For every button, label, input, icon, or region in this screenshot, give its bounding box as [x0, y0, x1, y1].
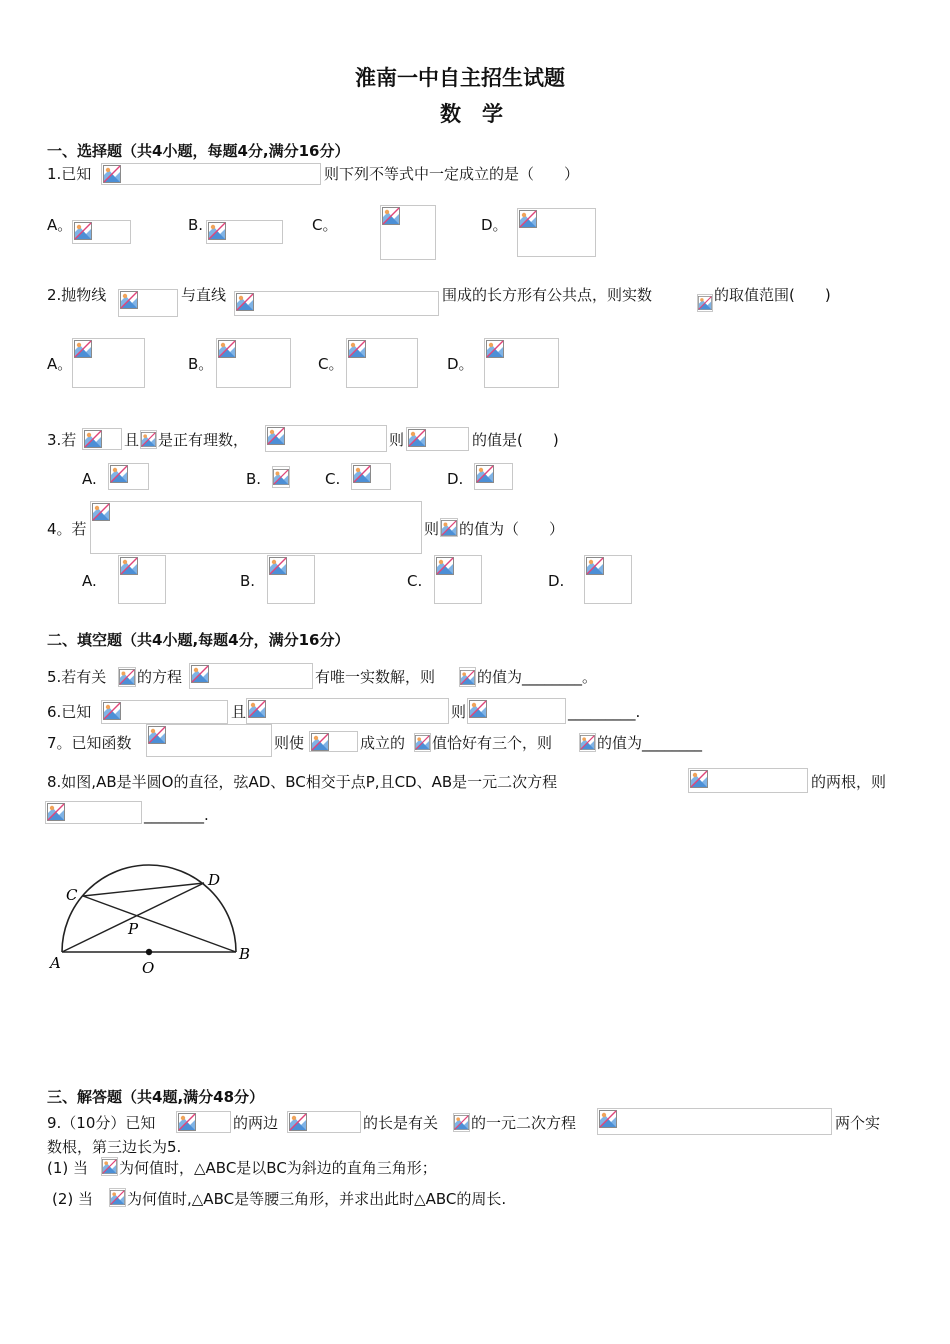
broken-image-icon	[218, 340, 236, 358]
broken-image-icon	[486, 340, 504, 358]
broken-image-icon	[74, 340, 92, 358]
broken-image-icon	[690, 770, 708, 788]
q9-formula-image-2	[287, 1111, 361, 1133]
q6-formula-image-3	[467, 698, 566, 724]
q2-stem-c: 围成的长方形有公共点，则实数	[442, 286, 653, 304]
broken-image-icon	[120, 291, 138, 309]
broken-image-icon	[311, 733, 329, 751]
q4-option-d-image	[584, 555, 632, 604]
q3-stem-a: 3.若	[47, 431, 77, 449]
q7-variable-image-2	[579, 733, 596, 752]
broken-image-icon	[141, 432, 156, 447]
q1-option-a-label: A。	[47, 216, 73, 234]
q2-option-b-image	[216, 338, 291, 388]
broken-image-icon	[599, 1110, 617, 1128]
broken-image-icon	[476, 465, 494, 483]
q2-formula-image-1	[118, 289, 178, 317]
q4-stem-b: 则	[424, 520, 440, 538]
q9-text-f: 数根，第三边长为5.	[47, 1138, 182, 1156]
q2-option-c-label: C。	[318, 355, 344, 373]
chord-ad	[62, 883, 204, 952]
q3-option-b-label: B.	[246, 470, 262, 488]
q1-formula-image	[101, 163, 321, 185]
broken-image-icon	[454, 1115, 469, 1130]
broken-image-icon	[382, 207, 400, 225]
broken-image-icon	[236, 293, 254, 311]
q7-variable-image-1	[414, 733, 431, 752]
q2-option-a-image	[72, 338, 145, 388]
label-c: C	[66, 886, 78, 904]
q4-option-d-label: D.	[548, 572, 565, 590]
q5-variable-image-1	[118, 667, 136, 687]
q4-option-a-image	[118, 555, 166, 604]
q4-option-a-label: A.	[82, 572, 97, 590]
q1-option-a-image	[72, 220, 131, 244]
label-d: D	[208, 871, 221, 889]
q5-text-c: 有唯一实数解，则	[315, 668, 436, 686]
broken-image-icon	[84, 430, 102, 448]
q6-text-c: 则	[451, 703, 467, 721]
q2-option-a-label: A。	[47, 355, 73, 373]
q3-option-b-image	[272, 466, 290, 488]
chord-cd	[83, 883, 204, 896]
q4-stem-c: 的值为（ ）	[459, 520, 565, 538]
q7-text-b: 则使	[274, 734, 305, 752]
label-p: P	[128, 920, 139, 938]
q9-part1-b: 为何值时，△ABC是以BC为斜边的直角三角形；	[119, 1159, 437, 1177]
broken-image-icon	[208, 222, 226, 240]
q7-text-c: 成立的	[360, 734, 406, 752]
q3-stem-c: 是正有理数，	[158, 431, 249, 449]
q9-formula-image-3	[597, 1108, 832, 1135]
broken-image-icon	[698, 296, 712, 310]
q4-option-b-label: B.	[240, 572, 256, 590]
label-b: B	[239, 945, 251, 963]
q2-stem-b: 与直线	[181, 286, 227, 304]
q2-stem-a: 2.抛物线	[47, 286, 107, 304]
broken-image-icon	[110, 465, 128, 483]
q8-text-c: ________.	[144, 806, 209, 824]
q4-option-c-label: C.	[407, 572, 423, 590]
q7-text-d: 值恰好有三个，则	[432, 734, 553, 752]
q5-text-d: 的值为________。	[477, 668, 598, 686]
broken-image-icon	[248, 700, 266, 718]
q3-option-c-image	[351, 463, 391, 490]
q1-option-d-image	[517, 208, 596, 257]
q6-formula-image-2	[246, 698, 449, 724]
q7-formula-image-2	[309, 731, 358, 752]
broken-image-icon	[191, 665, 209, 683]
q6-text-a: 6.已知	[47, 703, 92, 721]
q1-option-b-image	[206, 220, 283, 244]
q3-formula-image-1	[82, 428, 122, 450]
q2-option-b-label: B。	[188, 355, 214, 373]
q2-stem-d: 的取值范围( )	[714, 286, 831, 304]
q8-text-a: 8.如图,AB是半圆O的直径，弦AD、BC相交于点P,且CD、AB是一元二次方程	[47, 773, 558, 791]
q9-part1-variable-image	[101, 1157, 118, 1176]
broken-image-icon	[103, 702, 121, 720]
broken-image-icon	[348, 340, 366, 358]
q9-text-b: 的两边	[233, 1114, 279, 1132]
q4-stem-a: 4。若	[47, 520, 87, 538]
q2-option-c-image	[346, 338, 418, 388]
broken-image-icon	[415, 735, 430, 750]
q1-option-c-image	[380, 205, 436, 260]
q3-formula-image-2	[265, 425, 387, 452]
broken-image-icon	[110, 1190, 125, 1205]
q9-text-c: 的长是有关	[363, 1114, 439, 1132]
broken-image-icon	[586, 557, 604, 575]
q7-text-a: 7。已知函数	[47, 734, 132, 752]
q9-variable-image	[453, 1113, 470, 1132]
q9-part2-a: (2) 当	[52, 1190, 94, 1208]
q2-option-d-image	[484, 338, 559, 388]
broken-image-icon	[469, 700, 487, 718]
q1-stem-b: 则下列不等式中一定成立的是（ ）	[324, 165, 580, 183]
center-point-o	[146, 949, 152, 955]
exam-title: 淮南一中自主招生试题	[355, 66, 565, 90]
broken-image-icon	[92, 503, 110, 521]
label-a: A	[50, 954, 61, 972]
broken-image-icon	[519, 210, 537, 228]
q7-text-e: 的值为________	[597, 734, 703, 752]
q8-formula-image-1	[688, 768, 808, 793]
q3-formula-image-3	[406, 427, 469, 451]
broken-image-icon	[47, 803, 65, 821]
q5-text-a: 5.若有关	[47, 668, 107, 686]
q2-variable-image	[697, 294, 713, 312]
broken-image-icon	[267, 427, 285, 445]
q5-formula-image	[189, 663, 313, 689]
q6-text-b: 且	[231, 703, 247, 721]
q6-formula-image-1	[101, 700, 228, 724]
broken-image-icon	[148, 726, 166, 744]
q3-option-a-image	[108, 463, 149, 490]
broken-image-icon	[436, 557, 454, 575]
broken-image-icon	[120, 557, 138, 575]
q5-text-b: 的方程	[137, 668, 183, 686]
broken-image-icon	[408, 429, 426, 447]
q5-variable-image-2	[459, 667, 476, 687]
q4-formula-image	[90, 501, 422, 554]
q9-formula-image-1	[176, 1111, 231, 1133]
q3-stem-e: 的值是( )	[472, 431, 559, 449]
q8-text-b: 的两根，则	[811, 773, 887, 791]
broken-image-icon	[74, 222, 92, 240]
q3-variable-image	[140, 430, 157, 449]
q9-part2-b: 为何值时,△ABC是等腰三角形，并求出此时△ABC的周长.	[127, 1190, 507, 1208]
q1-option-d-label: D。	[481, 216, 508, 234]
broken-image-icon	[269, 557, 287, 575]
q9-text-e: 两个实	[835, 1114, 881, 1132]
broken-image-icon	[178, 1113, 196, 1131]
broken-image-icon	[353, 465, 371, 483]
broken-image-icon	[460, 670, 475, 685]
q1-option-b-label: B.	[188, 216, 204, 234]
q1-option-c-label: C。	[312, 216, 338, 234]
q4-option-b-image	[267, 555, 315, 604]
q9-text-d: 的一元二次方程	[471, 1114, 577, 1132]
label-o: O	[142, 959, 155, 977]
q3-stem-b: 且	[124, 431, 140, 449]
section-fill-heading: 二、填空题（共4小题,每题4分，满分16分）	[47, 631, 350, 649]
broken-image-icon	[289, 1113, 307, 1131]
broken-image-icon	[103, 165, 121, 183]
q9-text-a: 9.（10分）已知	[47, 1114, 156, 1132]
q1-stem-a: 1.已知	[47, 165, 92, 183]
q9-part2-variable-image	[109, 1188, 126, 1207]
q8-formula-image-2	[45, 801, 142, 824]
q7-formula-image-1	[146, 724, 272, 757]
q3-stem-d: 则	[389, 431, 405, 449]
broken-image-icon	[580, 735, 595, 750]
broken-image-icon	[441, 520, 457, 536]
broken-image-icon	[102, 1159, 117, 1174]
q2-formula-image-2	[234, 291, 439, 316]
broken-image-icon	[273, 469, 289, 485]
semicircle-figure	[40, 850, 270, 985]
q4-option-c-image	[434, 555, 482, 604]
q6-text-d: _________.	[568, 703, 641, 721]
q3-option-a-label: A.	[82, 470, 97, 488]
broken-image-icon	[119, 669, 135, 685]
section-choice-heading: 一、选择题（共4小题，每题4分,满分16分）	[47, 142, 350, 160]
q9-part1-a: (1) 当	[47, 1159, 89, 1177]
q2-option-d-label: D。	[447, 355, 474, 373]
q3-option-d-label: D.	[447, 470, 464, 488]
section-solve-heading: 三、解答题（共4题,满分48分）	[47, 1088, 265, 1106]
q4-variable-image	[440, 518, 458, 537]
subject-title: 数 学	[440, 102, 503, 126]
q3-option-d-image	[474, 463, 513, 490]
q3-option-c-label: C.	[325, 470, 341, 488]
